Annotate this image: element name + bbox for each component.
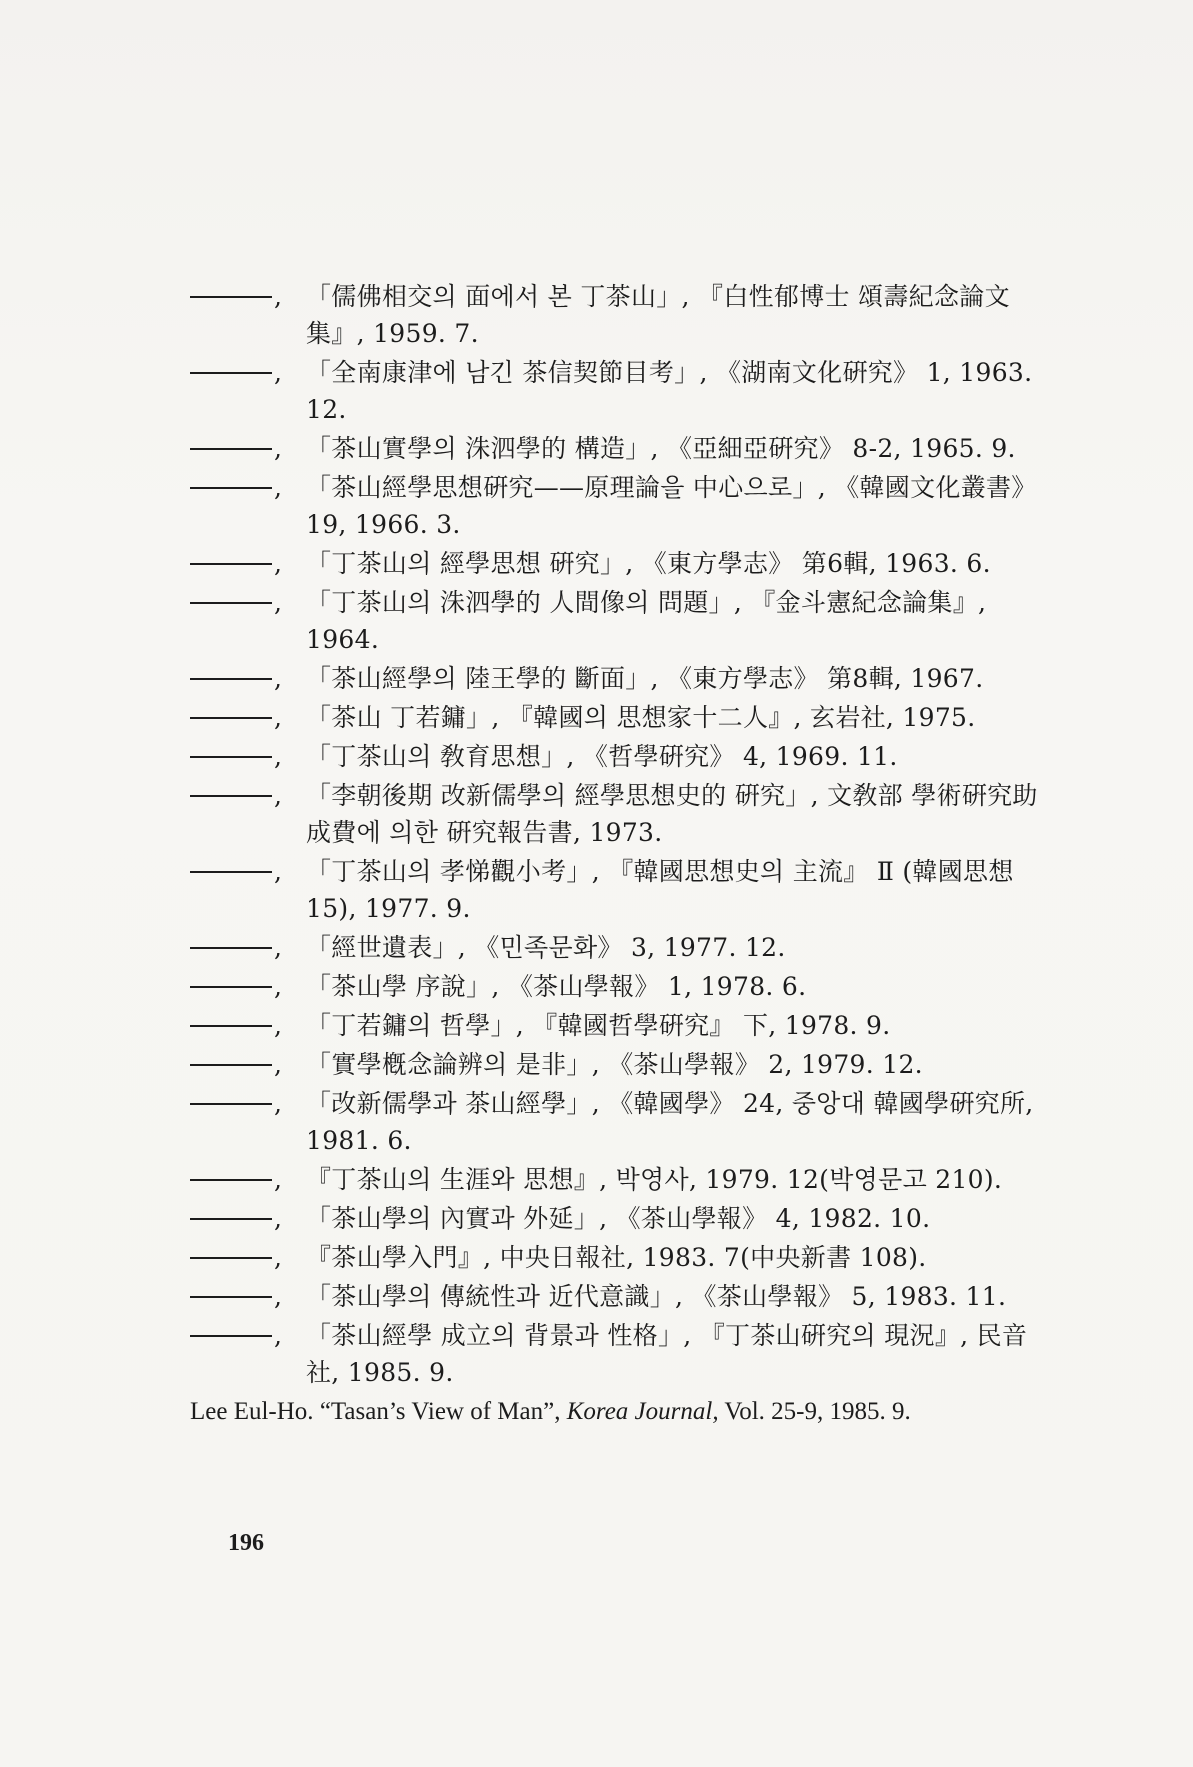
repeat-author-dash: , bbox=[190, 545, 306, 582]
bibliography-entry bbox=[190, 929, 1040, 966]
repeat-author-dash: , bbox=[190, 1239, 306, 1276]
bibliography-entry bbox=[190, 1317, 1040, 1391]
entry-text: 「茶山學의 傳統性과 近代意識」, 《茶山學報》 5, 1983. 11. bbox=[306, 1282, 1007, 1311]
entry-text: 「茶山經學의 陸王學的 斷面」, 《東方學志》 第8輯, 1967. bbox=[306, 664, 984, 693]
entry-text: 『茶山學入門』, 中央日報社, 1983. 7(中央新書 108). bbox=[306, 1243, 927, 1272]
entry-text: 「丁若鏞의 哲學」, 『韓國哲學硏究』 下, 1978. 9. bbox=[306, 1011, 891, 1040]
repeat-author-dash: , bbox=[190, 1278, 306, 1315]
bibliography-entry bbox=[190, 699, 1040, 736]
entry-text: 「茶山學의 內實과 外延」, 《茶山學報》 4, 1982. 10. bbox=[306, 1204, 931, 1233]
bibliography-entry bbox=[190, 1046, 1040, 1083]
entry-text: 「茶山學 序說」, 《茶山學報》 1, 1978. 6. bbox=[306, 972, 807, 1001]
bibliography-entry bbox=[190, 1200, 1040, 1237]
bibliography-list bbox=[190, 278, 1040, 1430]
bibliography-entry bbox=[190, 278, 1040, 352]
repeat-author-dash: , bbox=[190, 777, 306, 814]
bibliography-entry bbox=[190, 1085, 1040, 1159]
repeat-author-dash: , bbox=[190, 1161, 306, 1198]
repeat-author-dash: , bbox=[190, 929, 306, 966]
page-number: 196 bbox=[228, 1530, 264, 1556]
repeat-author-dash: , bbox=[190, 354, 306, 391]
entry-text: 「儒佛相交의 面에서 본 丁茶山」, 『白性郁博士 頌壽紀念論文集』, 1959. 7. bbox=[306, 282, 1010, 348]
english-bibliography-entry bbox=[190, 1393, 1040, 1430]
bibliography-entry bbox=[190, 1239, 1040, 1276]
bibliography-entry bbox=[190, 1161, 1040, 1198]
repeat-author-dash: , bbox=[190, 1085, 306, 1122]
entry-text: 『丁茶山의 生涯와 思想』, 박영사, 1979. 12(박영문고 210). bbox=[306, 1165, 1003, 1194]
repeat-author-dash: , bbox=[190, 430, 306, 467]
entry-text: 「茶山經學思想硏究——原理論을 中心으로」, 《韓國文化叢書》 19, 1966. 3. bbox=[306, 473, 1037, 539]
entry-text: 「丁茶山의 敎育思想」, 《哲學硏究》 4, 1969. 11. bbox=[306, 742, 898, 771]
entry-author: Lee Eul-Ho. bbox=[190, 1398, 314, 1425]
entry-text: 「丁茶山의 經學思想 硏究」, 《東方學志》 第6輯, 1963. 6. bbox=[306, 549, 991, 578]
entry-text: 「經世遺表」, 《민족문화》 3, 1977. 12. bbox=[306, 933, 786, 962]
bibliography-entry bbox=[190, 1007, 1040, 1044]
repeat-author-dash: , bbox=[190, 278, 306, 315]
entry-details: Vol. 25-9, 1985. 9. bbox=[724, 1398, 911, 1425]
bibliography-entry bbox=[190, 1278, 1040, 1315]
entry-text: 「實學槪念論辨의 是非」, 《茶山學報》 2, 1979. 12. bbox=[306, 1050, 923, 1079]
bibliography-entry bbox=[190, 545, 1040, 582]
entry-journal: Korea Journal, bbox=[566, 1398, 719, 1425]
repeat-author-dash: , bbox=[190, 699, 306, 736]
repeat-author-dash: , bbox=[190, 853, 306, 890]
repeat-author-dash: , bbox=[190, 738, 306, 775]
entry-text: 「丁茶山의 孝悌觀小考」, 『韓國思想史의 主流』 Ⅱ (韓國思想 15), 1977. 9. bbox=[306, 857, 1014, 923]
entry-text: 「丁茶山의 洙泗學的 人間像의 問題」, 『金斗憲紀念論集』, 1964. bbox=[306, 588, 987, 654]
bibliography-entry bbox=[190, 430, 1040, 467]
repeat-author-dash: , bbox=[190, 1317, 306, 1354]
repeat-author-dash: , bbox=[190, 660, 306, 697]
repeat-author-dash: , bbox=[190, 968, 306, 1005]
bibliography-entry bbox=[190, 469, 1040, 543]
repeat-author-dash: , bbox=[190, 469, 306, 506]
entry-text: 「茶山經學 成立의 背景과 性格」, 『丁茶山硏究의 現況』, 民音社, 1985. 9. bbox=[306, 1321, 1028, 1387]
bibliography-entry bbox=[190, 738, 1040, 775]
bibliography-entry bbox=[190, 853, 1040, 927]
repeat-author-dash: , bbox=[190, 584, 306, 621]
entry-title: “Tasan’s View of Man”, bbox=[319, 1398, 561, 1425]
entry-text: 「改新儒學과 茶山經學」, 《韓國學》 24, 중앙대 韓國學硏究所, 1981. 6. bbox=[306, 1089, 1034, 1155]
entry-text: 「茶山實學의 洙泗學的 構造」, 《亞細亞硏究》 8-2, 1965. 9. bbox=[306, 434, 1016, 463]
repeat-author-dash: , bbox=[190, 1046, 306, 1083]
entry-text: 「茶山 丁若鏞」, 『韓國의 思想家十二人』, 玄岩社, 1975. bbox=[306, 703, 976, 732]
entry-text: 「全南康津에 남긴 茶信契節目考」, 《湖南文化硏究》 1, 1963. 12. bbox=[306, 358, 1033, 424]
bibliography-entry bbox=[190, 968, 1040, 1005]
bibliography-entry bbox=[190, 777, 1040, 851]
bibliography-entry bbox=[190, 660, 1040, 697]
entry-text: 「李朝後期 改新儒學의 經學思想史的 硏究」, 文敎部 學術硏究助成費에 의한 硏究報告書, 1973. bbox=[306, 781, 1038, 847]
repeat-author-dash: , bbox=[190, 1200, 306, 1237]
repeat-author-dash: , bbox=[190, 1007, 306, 1044]
bibliography-entry bbox=[190, 584, 1040, 658]
bibliography-entry bbox=[190, 354, 1040, 428]
